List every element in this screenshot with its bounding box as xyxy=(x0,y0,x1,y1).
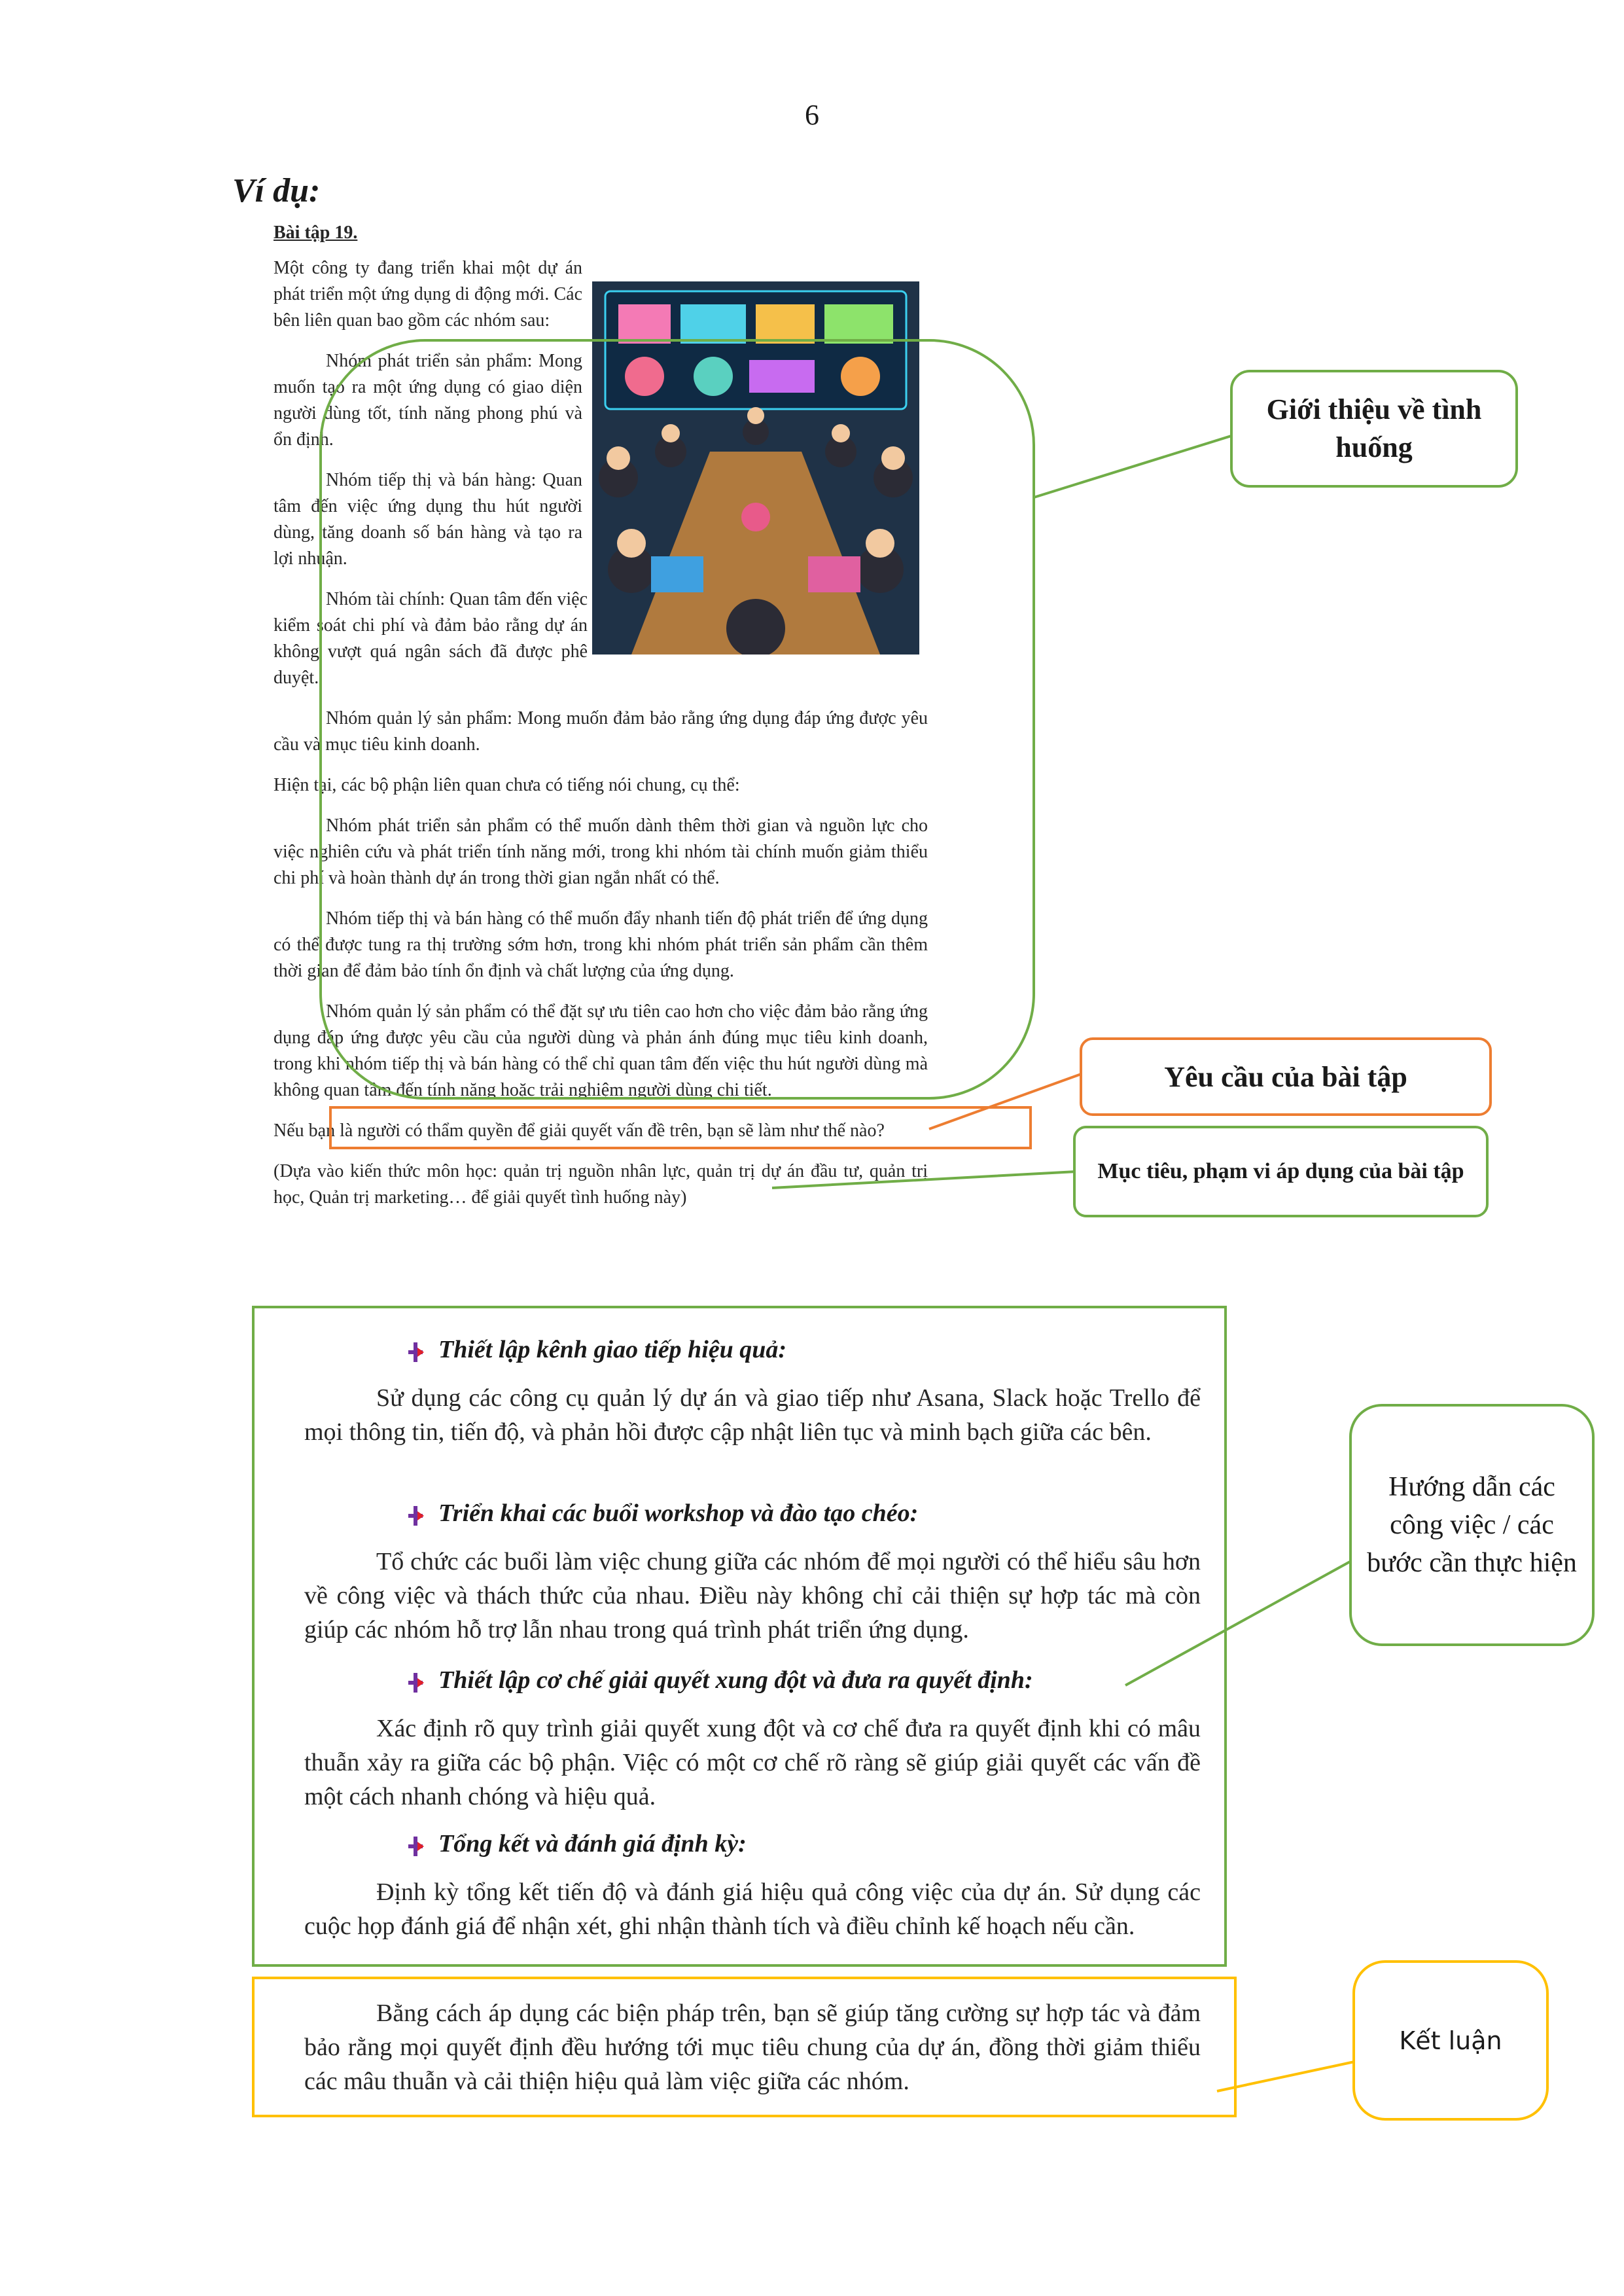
exercise-paragraph: Nhóm phát triển sản phẩm có thể muốn dành thêm thời gian và nguồn lực cho việc nghiên cứu và phát triển tính năng mới, trong khi nhóm tài chính muốn giảm thiểu chi phí và hoàn thành dự án trong thời gian ngắn nhất có thể. xyxy=(274,816,928,888)
exercise-title: Bài tập 19. xyxy=(274,223,358,243)
guidance-text xyxy=(304,1545,1201,1647)
scope-connector xyxy=(772,1172,1076,1198)
guidance-heading-text: Thiết lập kênh giao tiếp hiệu quả: xyxy=(438,1336,787,1363)
guidance-text xyxy=(304,1712,1201,1814)
requirement-connector xyxy=(929,1073,1083,1129)
page-number: 6 xyxy=(805,99,819,131)
guidance-paragraph: Sử dụng các công cụ quản lý dự án và giao tiếp như Asana, Slack hoặc Trello để mọi thông tin, tiến độ, và phản hồi được cập nhật liên tục và minh bạch giữa các bên. xyxy=(304,1384,1201,1446)
callout-scope: Mục tiêu, phạm vi áp dụng của bài tập xyxy=(1073,1126,1489,1217)
exercise-paragraph: Nhóm phát triển sản phẩm: Mong muốn tạo ra một ứng dụng có giao diện người dùng tốt, tính năng phong phú và ổn định. xyxy=(274,351,582,450)
arrow-bullet-icon xyxy=(406,1834,425,1854)
guidance-heading-text: Tổng kết và đánh giá định kỳ: xyxy=(438,1830,747,1857)
callout-guidance: Hướng dẫn các công việc / các bước cần thực hiện xyxy=(1349,1404,1595,1646)
callout-intro: Giới thiệu về tình huống xyxy=(1230,370,1518,488)
guidance-text xyxy=(304,1381,1201,1449)
guidance-heading xyxy=(406,1829,747,1858)
example-heading: Ví dụ: xyxy=(232,172,321,209)
callout-conclusion: Kết luận xyxy=(1352,1960,1549,2121)
arrow-bullet-icon xyxy=(406,1340,425,1359)
guidance-paragraph: Xác định rõ quy trình giải quyết xung đột và cơ chế đưa ra quyết định khi có mâu thuẫn xảy ra giữa các bộ phận. Việc có một cơ chế rõ ràng sẽ giúp giải quyết các vấn đề một cách nhanh chóng và hiệu quả. xyxy=(304,1715,1201,1810)
callout-requirement: Yêu cầu của bài tập xyxy=(1080,1037,1492,1116)
guidance-heading xyxy=(406,1335,786,1364)
guidance-text xyxy=(304,1875,1201,1943)
intro-connector xyxy=(1034,435,1233,497)
conclusion-paragraph: Bằng cách áp dụng các biện pháp trên, bạn sẽ giúp tăng cường sự hợp tác và đảm bảo rằng mọi quyết định đều hướng tới mục tiêu chung của dự án, đồng thời giảm thiểu các mâu thuẫn và cải thiện hiệu quả làm việc giữa các nhóm. xyxy=(304,2000,1201,2095)
exercise-paragraph: Hiện tại, các bộ phận liên quan chưa có tiếng nói chung, cụ thể: xyxy=(274,775,740,795)
exercise-paragraph: Một công ty đang triển khai một dự án phát triển một ứng dụng di động mới. Các bên liên quan bao gồm các nhóm sau: xyxy=(274,258,582,331)
guidance-heading xyxy=(406,1666,1033,1695)
arrow-bullet-icon xyxy=(406,1670,425,1690)
exercise-question: Nếu bạn là người có thẩm quyền để giải quyết vấn đề trên, bạn sẽ làm như thế nào? xyxy=(274,1121,885,1141)
conclusion-text xyxy=(304,1996,1201,2098)
exercise-note: (Dựa vào kiến thức môn học: quản trị nguồn nhân lực, quản trị dự án đầu tư, quản trị học, Quản trị marketing… để giải quyết tình huống này) xyxy=(274,1161,928,1208)
arrow-bullet-icon xyxy=(406,1503,425,1523)
requirement-bracket xyxy=(330,1107,1031,1148)
conclusion-connector xyxy=(1217,2062,1354,2091)
intro-bracket xyxy=(321,340,1034,1098)
guidance-heading xyxy=(406,1499,918,1528)
exercise-paragraph: Nhóm quản lý sản phẩm: Mong muốn đảm bảo rằng ứng dụng đáp ứng được yêu cầu và mục tiêu kinh doanh. xyxy=(274,708,928,755)
guidance-heading-text: Triển khai các buổi workshop và đào tạo chéo: xyxy=(438,1499,919,1527)
exercise-paragraph: Nhóm tài chính: Quan tâm đến việc kiểm soát chi phí và đảm bảo rằng dự án không vượt quá ngân sách đã được phê duyệt. xyxy=(274,589,588,688)
exercise-paragraph: Nhóm tiếp thị và bán hàng: Quan tâm đến việc ứng dụng thu hút người dùng, tăng doanh số bán hàng và tạo ra lợi nhuận. xyxy=(274,470,582,569)
exercise-paragraph: Nhóm tiếp thị và bán hàng có thể muốn đẩy nhanh tiến độ phát triển để ứng dụng có thể được tung ra thị trường sớm hơn, trong khi nhóm phát triển sản phẩm cần thêm thời gian để đảm bảo tính ổn định và chất lượng của ứng dụng. xyxy=(274,908,928,981)
guidance-paragraph: Định kỳ tổng kết tiến độ và đánh giá hiệu quả công việc của dự án. Sử dụng các cuộc họp đánh giá để nhận xét, ghi nhận thành tích và điều chỉnh kế hoạch nếu cần. xyxy=(304,1878,1201,1940)
guidance-heading-text: Thiết lập cơ chế giải quyết xung đột và đưa ra quyết định: xyxy=(438,1666,1033,1694)
exercise-paragraph: Nhóm quản lý sản phẩm có thể đặt sự ưu tiên cao hơn cho việc đảm bảo rằng ứng dụng đáp ứng được yêu cầu của người dùng và phản ánh đúng mục tiêu kinh doanh, trong khi nhóm tiếp thị và bán hàng có thể chỉ quan tâm đến việc thu hút người dùng mà không quan tâm đến tính năng hoặc trải nghiệm người dùng chi tiết. xyxy=(274,1001,928,1100)
guidance-paragraph: Tổ chức các buổi làm việc chung giữa các nhóm để mọi người có thể hiểu sâu hơn về công việc và thách thức của nhau. Điều này không chỉ cải thiện sự hợp tác mà còn giúp các nhóm hỗ trợ lẫn nhau trong quá trình phát triển ứng dụng. xyxy=(304,1548,1201,1643)
